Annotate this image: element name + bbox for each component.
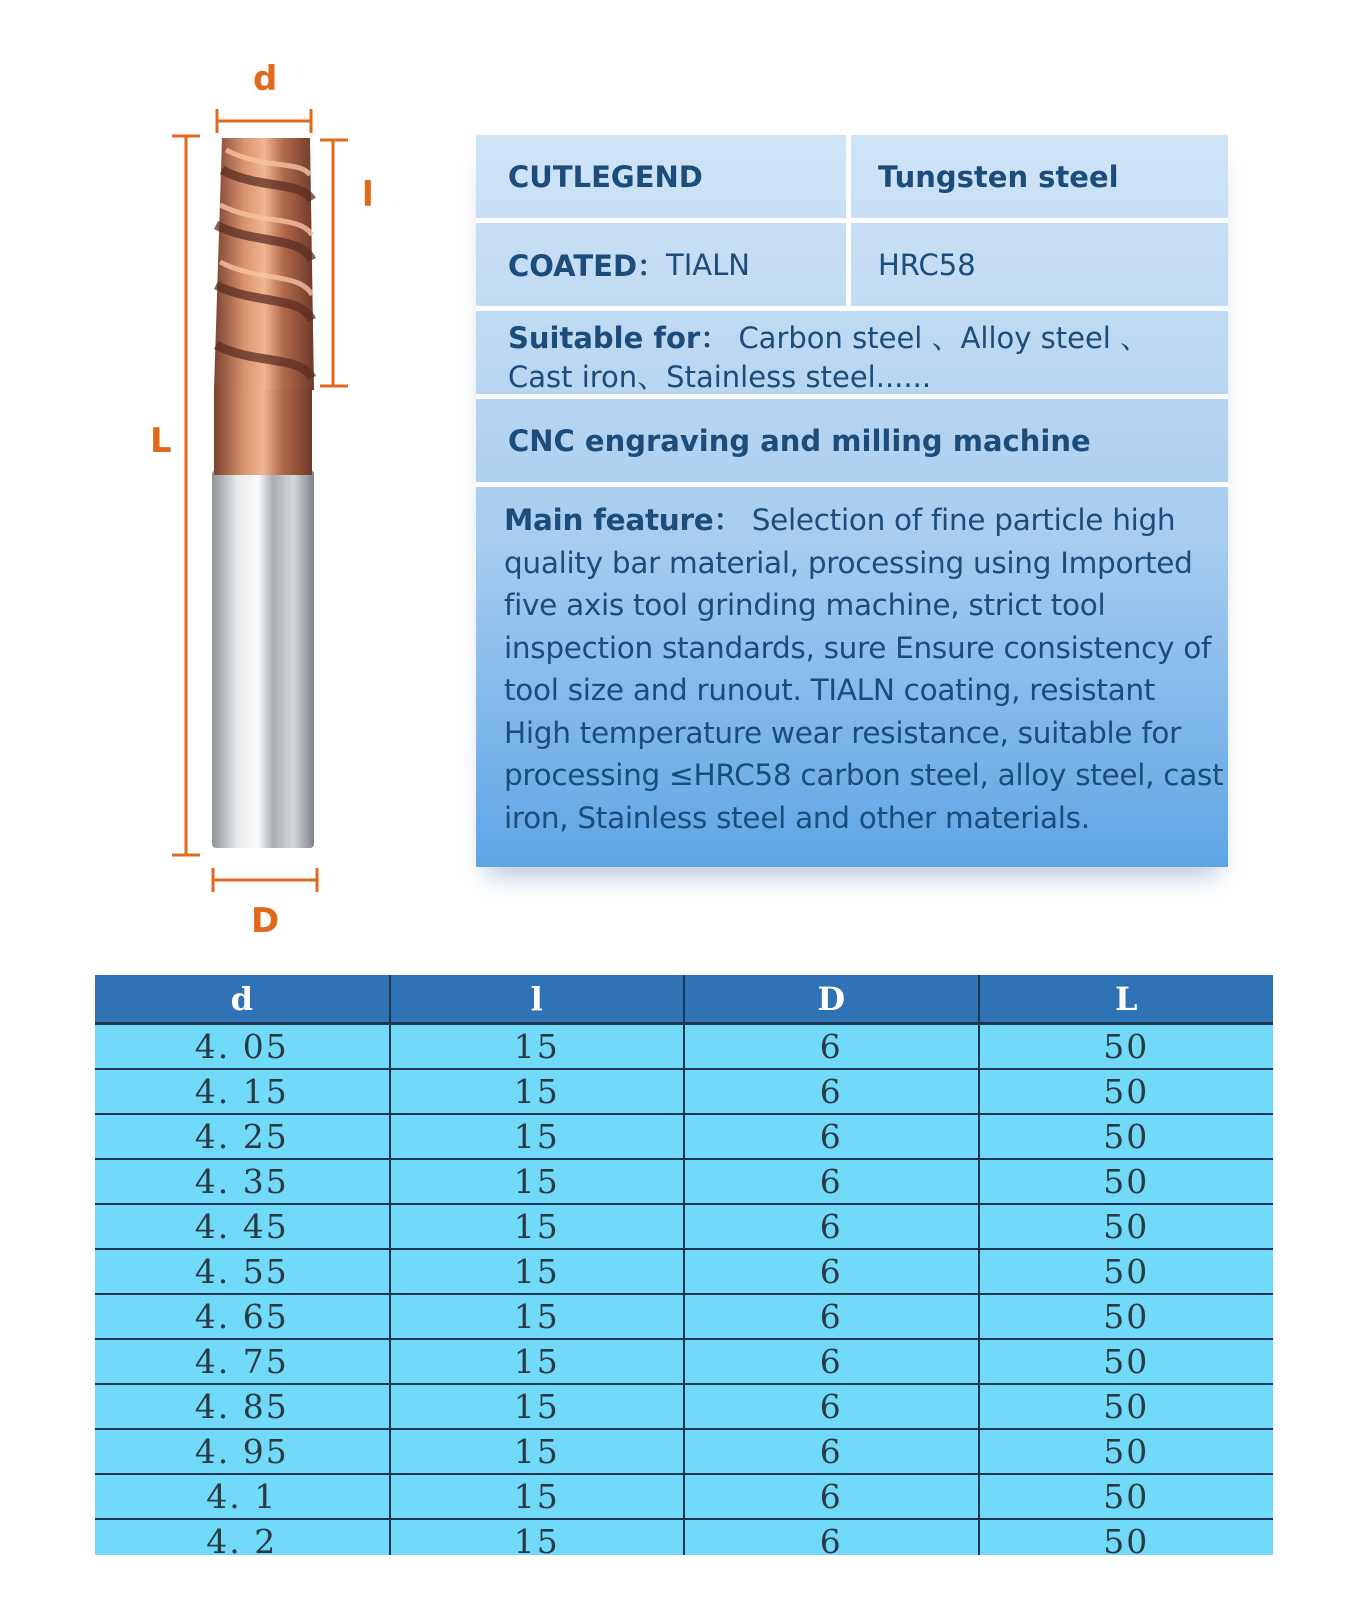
table-row	[95, 1024, 1273, 1070]
size-table-container	[95, 975, 1273, 1555]
dim-label-l: l	[362, 175, 374, 215]
cell-D: 6	[684, 1474, 979, 1519]
spec-row-coating	[476, 223, 1228, 311]
dim-label-L: L	[150, 421, 172, 461]
table-row	[95, 1474, 1273, 1519]
cell-d: 4. 45	[95, 1204, 390, 1249]
cell-L: 50	[979, 1474, 1274, 1519]
dim-label-D: D	[251, 901, 280, 941]
cell-d: 4. 2	[95, 1519, 390, 1555]
feature-description: Selection of fine particle high quality bar material, processing using Imported five axis tool grinding machine, strict tool inspection standards, sure Ensure consistency of tool size and runout. TIALN coating, resistant High temperature wear resistance, suitable for processing ≤HRC58 carbon steel, alloy steel, cast iron, Stainless steel and other materials.	[504, 503, 1224, 835]
table-row	[95, 1294, 1273, 1339]
cell-D: 6	[684, 1384, 979, 1429]
cell-d: 4. 95	[95, 1429, 390, 1474]
suitable-for-text	[508, 319, 1212, 397]
material-type: Tungsten steel	[878, 159, 1119, 194]
machine-type: CNC engraving and milling machine	[508, 423, 1091, 458]
cell-L: 50	[979, 1024, 1274, 1070]
table-row	[95, 1204, 1273, 1249]
cell-D: 6	[684, 1204, 979, 1249]
cell-L: 50	[979, 1114, 1274, 1159]
cell-D: 6	[684, 1429, 979, 1474]
coating-info	[508, 223, 843, 306]
cell-d: 4. 1	[95, 1474, 390, 1519]
cell-d: 4. 75	[95, 1339, 390, 1384]
cell-L: 50	[979, 1339, 1274, 1384]
suitable-line-1: Carbon steel 、Alloy steel 、	[738, 321, 1150, 355]
cell-L: 50	[979, 1384, 1274, 1429]
cell-L: 50	[979, 1249, 1274, 1294]
table-row	[95, 1249, 1273, 1294]
cell-d: 4. 25	[95, 1114, 390, 1159]
cell-D: 6	[684, 1249, 979, 1294]
dim-label-d: d	[253, 59, 278, 99]
cell-l: 15	[390, 1519, 685, 1555]
end-mill-illustration	[0, 0, 460, 940]
cell-l: 15	[390, 1294, 685, 1339]
table-row	[95, 1159, 1273, 1204]
cell-L: 50	[979, 1159, 1274, 1204]
table-row	[95, 1519, 1273, 1555]
spec-panel	[476, 135, 1228, 867]
table-row	[95, 1384, 1273, 1429]
hardness-value: HRC58	[878, 247, 976, 282]
brand-name: CUTLEGEND	[508, 159, 703, 194]
table-row	[95, 1429, 1273, 1474]
cell-D: 6	[684, 1114, 979, 1159]
main-feature-text	[504, 499, 1224, 839]
cell-l: 15	[390, 1339, 685, 1384]
cell-l: 15	[390, 1114, 685, 1159]
cell-L: 50	[979, 1294, 1274, 1339]
cell-d: 4. 15	[95, 1069, 390, 1114]
cell-l: 15	[390, 1069, 685, 1114]
spec-row-machine	[476, 399, 1228, 487]
cell-D: 6	[684, 1294, 979, 1339]
header-D: D	[684, 975, 979, 1024]
shank-shape	[212, 470, 314, 848]
table-row	[95, 1069, 1273, 1114]
cell-D: 6	[684, 1339, 979, 1384]
cell-divider	[846, 223, 851, 306]
coated-neck-shape	[214, 385, 312, 475]
cell-L: 50	[979, 1519, 1274, 1555]
cell-l: 15	[390, 1204, 685, 1249]
header-l: l	[390, 975, 685, 1024]
cell-d: 4. 65	[95, 1294, 390, 1339]
table-header-row	[95, 975, 1273, 1024]
cell-l: 15	[390, 1474, 685, 1519]
cell-l: 15	[390, 1249, 685, 1294]
suitable-line-2: Cast iron、Stainless steel......	[508, 360, 932, 394]
cell-l: 15	[390, 1384, 685, 1429]
main-feature-block	[476, 487, 1228, 867]
table-row	[95, 1339, 1273, 1384]
header-L: L	[979, 975, 1274, 1024]
spec-row-suitable	[476, 311, 1228, 399]
spec-row-brand	[476, 135, 1228, 223]
size-table	[95, 975, 1273, 1555]
suitable-label: Suitable for：	[508, 321, 730, 355]
cell-L: 50	[979, 1069, 1274, 1114]
cell-D: 6	[684, 1024, 979, 1070]
cell-d: 4. 35	[95, 1159, 390, 1204]
cell-l: 15	[390, 1429, 685, 1474]
cell-D: 6	[684, 1159, 979, 1204]
feature-label: Main feature：	[504, 503, 743, 537]
cell-divider	[846, 135, 851, 218]
cell-d: 4. 55	[95, 1249, 390, 1294]
coated-value: TIALN	[666, 247, 750, 282]
coated-label: COATED：	[508, 249, 667, 283]
cell-L: 50	[979, 1429, 1274, 1474]
cell-L: 50	[979, 1204, 1274, 1249]
cell-D: 6	[684, 1069, 979, 1114]
table-row	[95, 1114, 1273, 1159]
cell-d: 4. 85	[95, 1384, 390, 1429]
cell-l: 15	[390, 1024, 685, 1070]
header-d: d	[95, 975, 390, 1024]
cell-d: 4. 05	[95, 1024, 390, 1070]
cell-D: 6	[684, 1519, 979, 1555]
cell-l: 15	[390, 1159, 685, 1204]
tool-diagram	[0, 0, 460, 940]
